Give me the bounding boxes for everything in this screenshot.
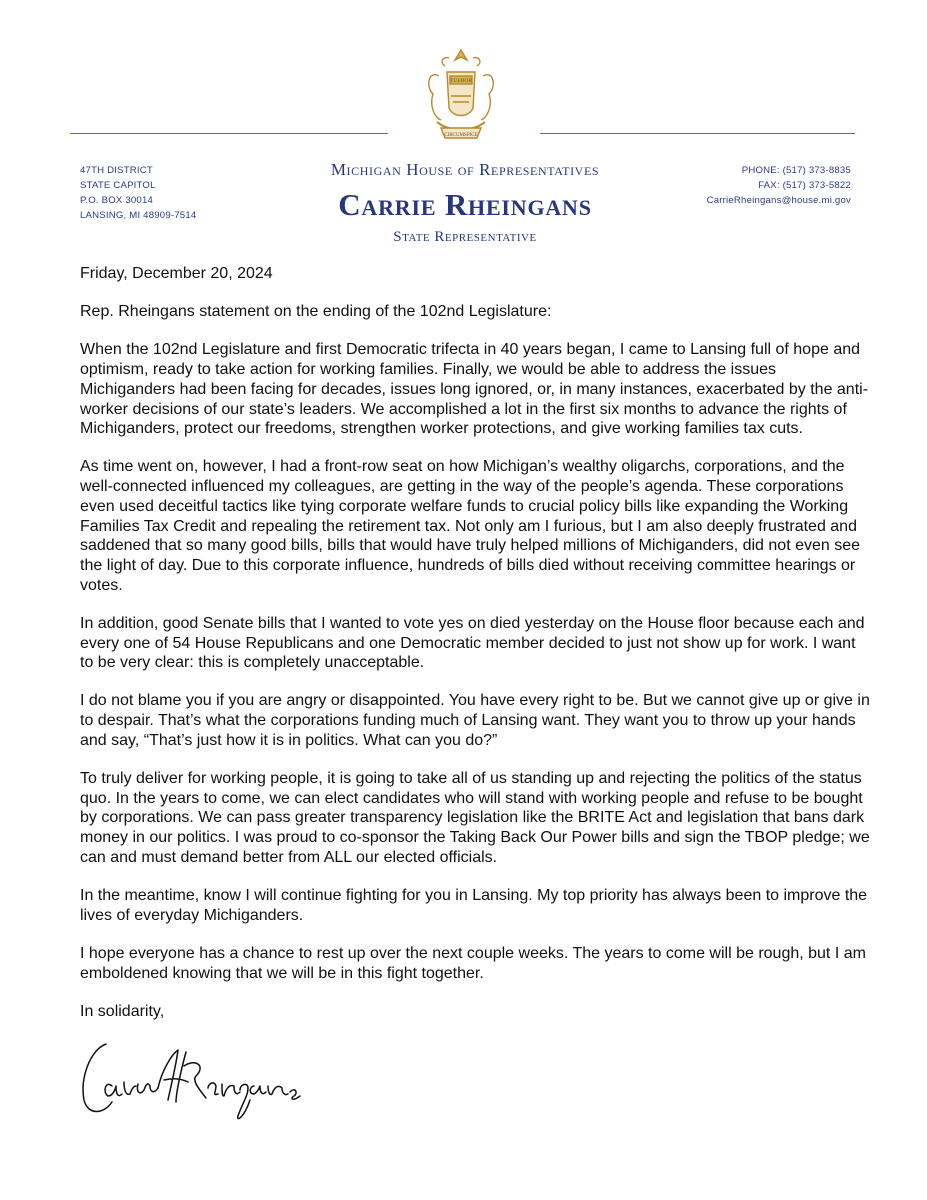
svg-text:CIRCUMSPICE: CIRCUMSPICE <box>444 133 478 138</box>
header-rule-right <box>540 133 855 134</box>
letter-date: Friday, December 20, 2024 <box>80 265 273 282</box>
chamber-name: Michigan House of Representatives <box>330 160 600 179</box>
address-line: LANSING, MI 48909-7514 <box>80 210 197 221</box>
address-line: P.O. BOX 30014 <box>80 195 154 206</box>
michigan-seal-icon <box>419 46 503 150</box>
address-line: 47TH DISTRICT <box>80 165 153 176</box>
representative-name: Carrie Rheingans <box>338 187 592 222</box>
paragraph: In the meantime, know I will continue fighting for you in Lansing. My top priority has always been to improve the lives of everyday Michiganders. <box>80 887 868 924</box>
address-line: STATE CAPITOL <box>80 180 156 191</box>
header-rule-left <box>70 133 388 134</box>
closing: In solidarity, <box>80 1002 165 1020</box>
paragraph: Rep. Rheingans statement on the ending of the 102nd Legislature: <box>80 303 552 321</box>
letter-body <box>80 264 870 1040</box>
phone-line: PHONE: (517) 373-8835 <box>741 165 851 176</box>
paragraph: I do not blame you if you are angry or disappointed. You have every right to be. But we cannot give up or give in to despair. That’s what the corporations funding much of Lansing want. They want you to throw up your hands and say, “That’s just how it is in politics. What can you do?” <box>80 692 870 749</box>
paragraph: In addition, good Senate bills that I wanted to vote yes on died yesterday on the House floor because each and every one of 54 House Republicans and one Democratic member decided to just not show up for work. I want to be very clear: this is completely unacceptable. <box>80 614 865 672</box>
contact-info <box>707 163 851 208</box>
svg-text:TUEBOR: TUEBOR <box>450 78 472 84</box>
email-line: CarrieRheingans@house.mi.gov <box>706 195 851 206</box>
paragraph: As time went on, however, I had a front-row seat on how Michigan’s wealthy oligarchs, corporations, and the well-connected influenced my colleagues, are getting in the way of the people’s agenda. These corporations even used deceitful tactics like tying corporate welfare funds to crucial policy bills like expanding the Working Families Tax Credit and repealing the retirement tax. Not only am I furious, but I am also deeply frustrated and saddened that so many good bills, bills that would have truly helped millions of Michiganders, did not even see the light of day. Due to this corporate influence, hundreds of bills died without receiving committee hearings or votes. <box>80 458 861 594</box>
fax-line: FAX: (517) 373-5822 <box>758 180 851 191</box>
paragraph: To truly deliver for working people, it is going to take all of us standing up and rejecting the politics of the status quo. In the years to come, we can elect candidates who will stand with working people and refuse to be bought by corporations. We can pass greater transparency legislation like the BRITE Act and legislation that bans dark money in our politics. I was proud to co-sponsor the Taking Back Our Power bills and sign the TBOP pledge; we can and must demand better from ALL our elected officials. <box>80 770 870 866</box>
office-address <box>80 163 196 223</box>
paragraph: I hope everyone has a chance to rest up over the next couple weeks. The years to come will be rough, but I am emboldened knowing that we will be in this fight together. <box>80 944 866 982</box>
handwritten-signature <box>72 1030 362 1130</box>
paragraph: When the 102nd Legislature and first Democratic trifecta in 40 years began, I came to Lansing full of hope and optimism, ready to take action for working families. Finally, we would be able to address the issues Michiganders had been facing for decades, issues long ignored, or, in many instances, exacerbated by the anti-worker decisions of our state’s leaders. We accomplished a lot in the first six months to advance the rights of Michiganders, protect our freedoms, strengthen worker protections, and give working families tax cuts. <box>80 341 869 438</box>
representative-title: State Representative <box>393 229 537 245</box>
